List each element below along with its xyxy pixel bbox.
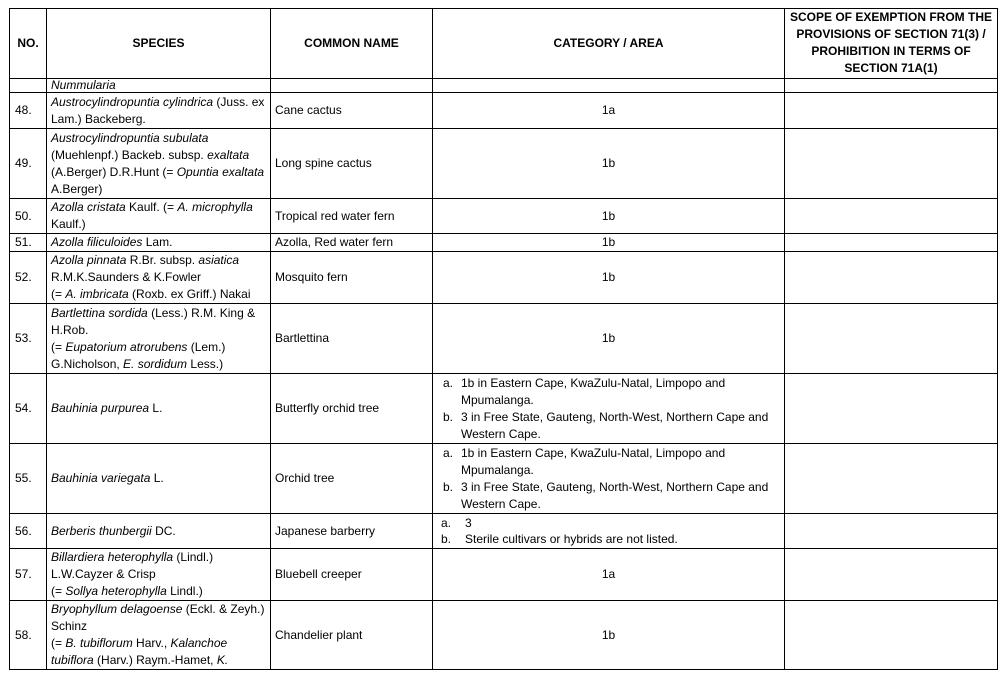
cell-scope (785, 79, 998, 93)
list-marker: b. (443, 479, 454, 494)
cell-scope (785, 234, 998, 252)
species-authority: Less.) (187, 356, 224, 371)
cell-number (10, 79, 47, 93)
category-list (437, 515, 780, 547)
cell-common-name: Butterfly orchid tree (271, 374, 433, 444)
list-marker: a. (441, 516, 452, 530)
species-authority: (Lem.) G.Nicholson, (51, 339, 226, 371)
table-row (10, 199, 998, 234)
species-authority: (= (51, 339, 66, 354)
cell-common-name: Mosquito fern (271, 252, 433, 304)
species-name-italic: Bauhinia variegata (51, 471, 151, 485)
species-authority: (= (51, 287, 66, 301)
cell-species (47, 304, 271, 374)
cell-scope (785, 252, 998, 304)
cell-number: 48. (10, 93, 47, 129)
species-authority: Lindl.) (166, 584, 203, 598)
cell-number: 55. (10, 444, 47, 514)
cell-number: 50. (10, 199, 47, 234)
cell-common-name: Bluebell creeper (271, 549, 433, 601)
table-row (10, 93, 998, 129)
species-name-italic: Bartlettina sordida (51, 305, 148, 320)
list-marker: a. (443, 375, 454, 390)
cell-common-name: Chandelier plant (271, 601, 433, 670)
cell-number: 53. (10, 304, 47, 374)
cell-species (47, 444, 271, 514)
table-row (10, 549, 998, 601)
list-text: 3 in Free State, Gauteng, North-West, Northern Cape and Western Cape. (461, 479, 769, 511)
cell-species (47, 374, 271, 444)
species-name-italic: Berberis thunbergii (51, 523, 152, 538)
species-authority: R.Br. subsp. (126, 253, 199, 267)
category-list (437, 445, 780, 513)
cell-common-name: Azolla, Red water fern (271, 234, 433, 252)
cell-species (47, 129, 271, 199)
list-text: 1b in Eastern Cape, KwaZulu-Natal, Limpopo and Mpumalanga. (461, 445, 726, 477)
category-list-item (437, 515, 780, 531)
table-row (10, 514, 998, 549)
cell-scope (785, 601, 998, 670)
table-row (10, 304, 998, 374)
species-name-italic: Bauhinia purpurea (51, 401, 150, 415)
table-row (10, 601, 998, 670)
species-authority: L. (149, 401, 163, 415)
species-name-italic: Eupatorium atrorubens (65, 339, 188, 354)
cell-category-area: 1b (433, 199, 785, 234)
cell-scope (785, 93, 998, 129)
species-name-italic: asiatica (198, 253, 240, 267)
species-name-italic: Azolla pinnata (51, 253, 127, 267)
cell-scope (785, 444, 998, 514)
cell-species (47, 601, 271, 670)
cell-species (47, 93, 271, 129)
species-authority: (Juss. ex Lam.) Backeberg. (51, 94, 265, 126)
cell-scope (785, 514, 998, 549)
list-marker: b. (441, 532, 452, 546)
cell-category-area (433, 444, 785, 514)
category-list-item (437, 479, 780, 513)
species-name-italic: A. microphylla (177, 200, 253, 214)
table-row (10, 234, 998, 252)
species-name-italic: Azolla cristata (51, 200, 126, 214)
header-row (10, 9, 998, 79)
cell-species (47, 514, 271, 549)
header-category-area: CATEGORY / AREA (433, 9, 785, 79)
cell-scope (785, 374, 998, 444)
category-list (437, 375, 780, 443)
list-text: 1b in Eastern Cape, KwaZulu-Natal, Limpopo and Mpumalanga. (461, 375, 726, 407)
cell-common-name (271, 79, 433, 93)
cell-species (47, 79, 271, 93)
species-name-italic: exaltata (207, 147, 250, 162)
list-marker: b. (443, 409, 454, 424)
header-no: NO. (10, 9, 47, 79)
species-name-italic: Austrocylindropuntia cylindrica (51, 94, 214, 109)
cell-category-area: 1a (433, 549, 785, 601)
list-text: 3 in Free State, Gauteng, North-West, Northern Cape and Western Cape. (461, 409, 769, 441)
species-authority: (= (51, 636, 66, 650)
species-authority: R.M.K.Saunders & K.Fowler (51, 270, 202, 284)
cell-number: 57. (10, 549, 47, 601)
species-authority: (Muehlenpf.) Backeb. subsp. (51, 147, 208, 162)
cell-common-name: Long spine cactus (271, 129, 433, 199)
species-authority: Lam. (142, 235, 173, 249)
species-authority: L. (150, 471, 164, 485)
category-list-item (437, 445, 780, 479)
cell-number: 52. (10, 252, 47, 304)
table-row (10, 129, 998, 199)
cell-category-area (433, 374, 785, 444)
species-authority: Harv., (132, 636, 171, 650)
species-authority: (Harv.) Raym.-Hamet, (93, 653, 217, 667)
cell-number: 58. (10, 601, 47, 670)
list-text: Sterile cultivars or hybrids are not listed. (465, 532, 678, 546)
species-name-italic: Nummularia (51, 78, 116, 92)
cell-species (47, 549, 271, 601)
cell-species (47, 199, 271, 234)
category-list-item (437, 375, 780, 409)
species-authority: (Eckl. & Zeyh.) Schinz (51, 602, 265, 633)
cell-common-name: Cane cactus (271, 93, 433, 129)
cell-common-name: Orchid tree (271, 444, 433, 514)
cell-species (47, 252, 271, 304)
cell-category-area: 1b (433, 234, 785, 252)
category-list-item (437, 531, 780, 547)
cell-scope (785, 129, 998, 199)
cell-common-name: Bartlettina (271, 304, 433, 374)
cell-category-area: 1a (433, 93, 785, 129)
species-authority: Kaulf. (= (125, 200, 178, 214)
table-row (10, 79, 998, 93)
species-authority: DC. (151, 523, 176, 538)
table-row (10, 444, 998, 514)
header-scope-of-exemption: SCOPE OF EXEMPTION FROM THE PROVISIONS OF SECTION 71(3) / PROHIBITION IN TERMS OF SECTION 71A(1) (785, 9, 998, 79)
cell-scope (785, 199, 998, 234)
species-table (9, 8, 998, 670)
species-name-italic: Austrocylindropuntia subulata (51, 130, 209, 145)
species-name-italic: E. sordidum (123, 356, 188, 371)
cell-scope (785, 549, 998, 601)
header-common-name: COMMON NAME (271, 9, 433, 79)
species-authority: (= (51, 584, 66, 598)
list-marker: a. (443, 445, 454, 460)
species-authority: (Less.) R.M. King & H.Rob. (51, 305, 256, 337)
species-name-italic: A. imbricata (65, 287, 129, 301)
cell-number: 49. (10, 129, 47, 199)
species-name-italic: Opuntia exaltata (176, 164, 265, 179)
header-species: SPECIES (47, 9, 271, 79)
species-name-italic: B. tubiflorum (65, 636, 133, 650)
cell-number: 56. (10, 514, 47, 549)
cell-number: 54. (10, 374, 47, 444)
list-text: 3 (465, 516, 472, 530)
species-authority: (A.Berger) D.R.Hunt (= (51, 164, 177, 179)
species-name-italic: K. (216, 653, 229, 667)
cell-scope (785, 304, 998, 374)
cell-category-area (433, 79, 785, 93)
cell-category-area (433, 514, 785, 549)
category-list-item (437, 409, 780, 443)
species-authority: Kaulf.) (51, 217, 86, 231)
species-name-italic: Kalanchoe tubiflora (51, 636, 228, 667)
table-row (10, 252, 998, 304)
species-authority: A.Berger) (51, 181, 103, 196)
species-name-italic: Azolla filiculoides (51, 235, 143, 249)
species-authority: L.W.Cayzer & Crisp (51, 567, 156, 581)
cell-category-area: 1b (433, 304, 785, 374)
cell-species (47, 234, 271, 252)
cell-number: 51. (10, 234, 47, 252)
species-name-italic: Bryophyllum delagoense (51, 602, 183, 616)
cell-category-area: 1b (433, 252, 785, 304)
species-name-italic: Sollya heterophylla (65, 584, 167, 598)
species-name-italic: Billardiera heterophylla (51, 550, 174, 564)
cell-common-name: Tropical red water fern (271, 199, 433, 234)
species-authority: (Roxb. ex Griff.) Nakai (128, 287, 251, 301)
cell-common-name: Japanese barberry (271, 514, 433, 549)
cell-category-area: 1b (433, 601, 785, 670)
table-row (10, 374, 998, 444)
cell-category-area: 1b (433, 129, 785, 199)
species-authority: (Lindl.) (173, 550, 214, 564)
